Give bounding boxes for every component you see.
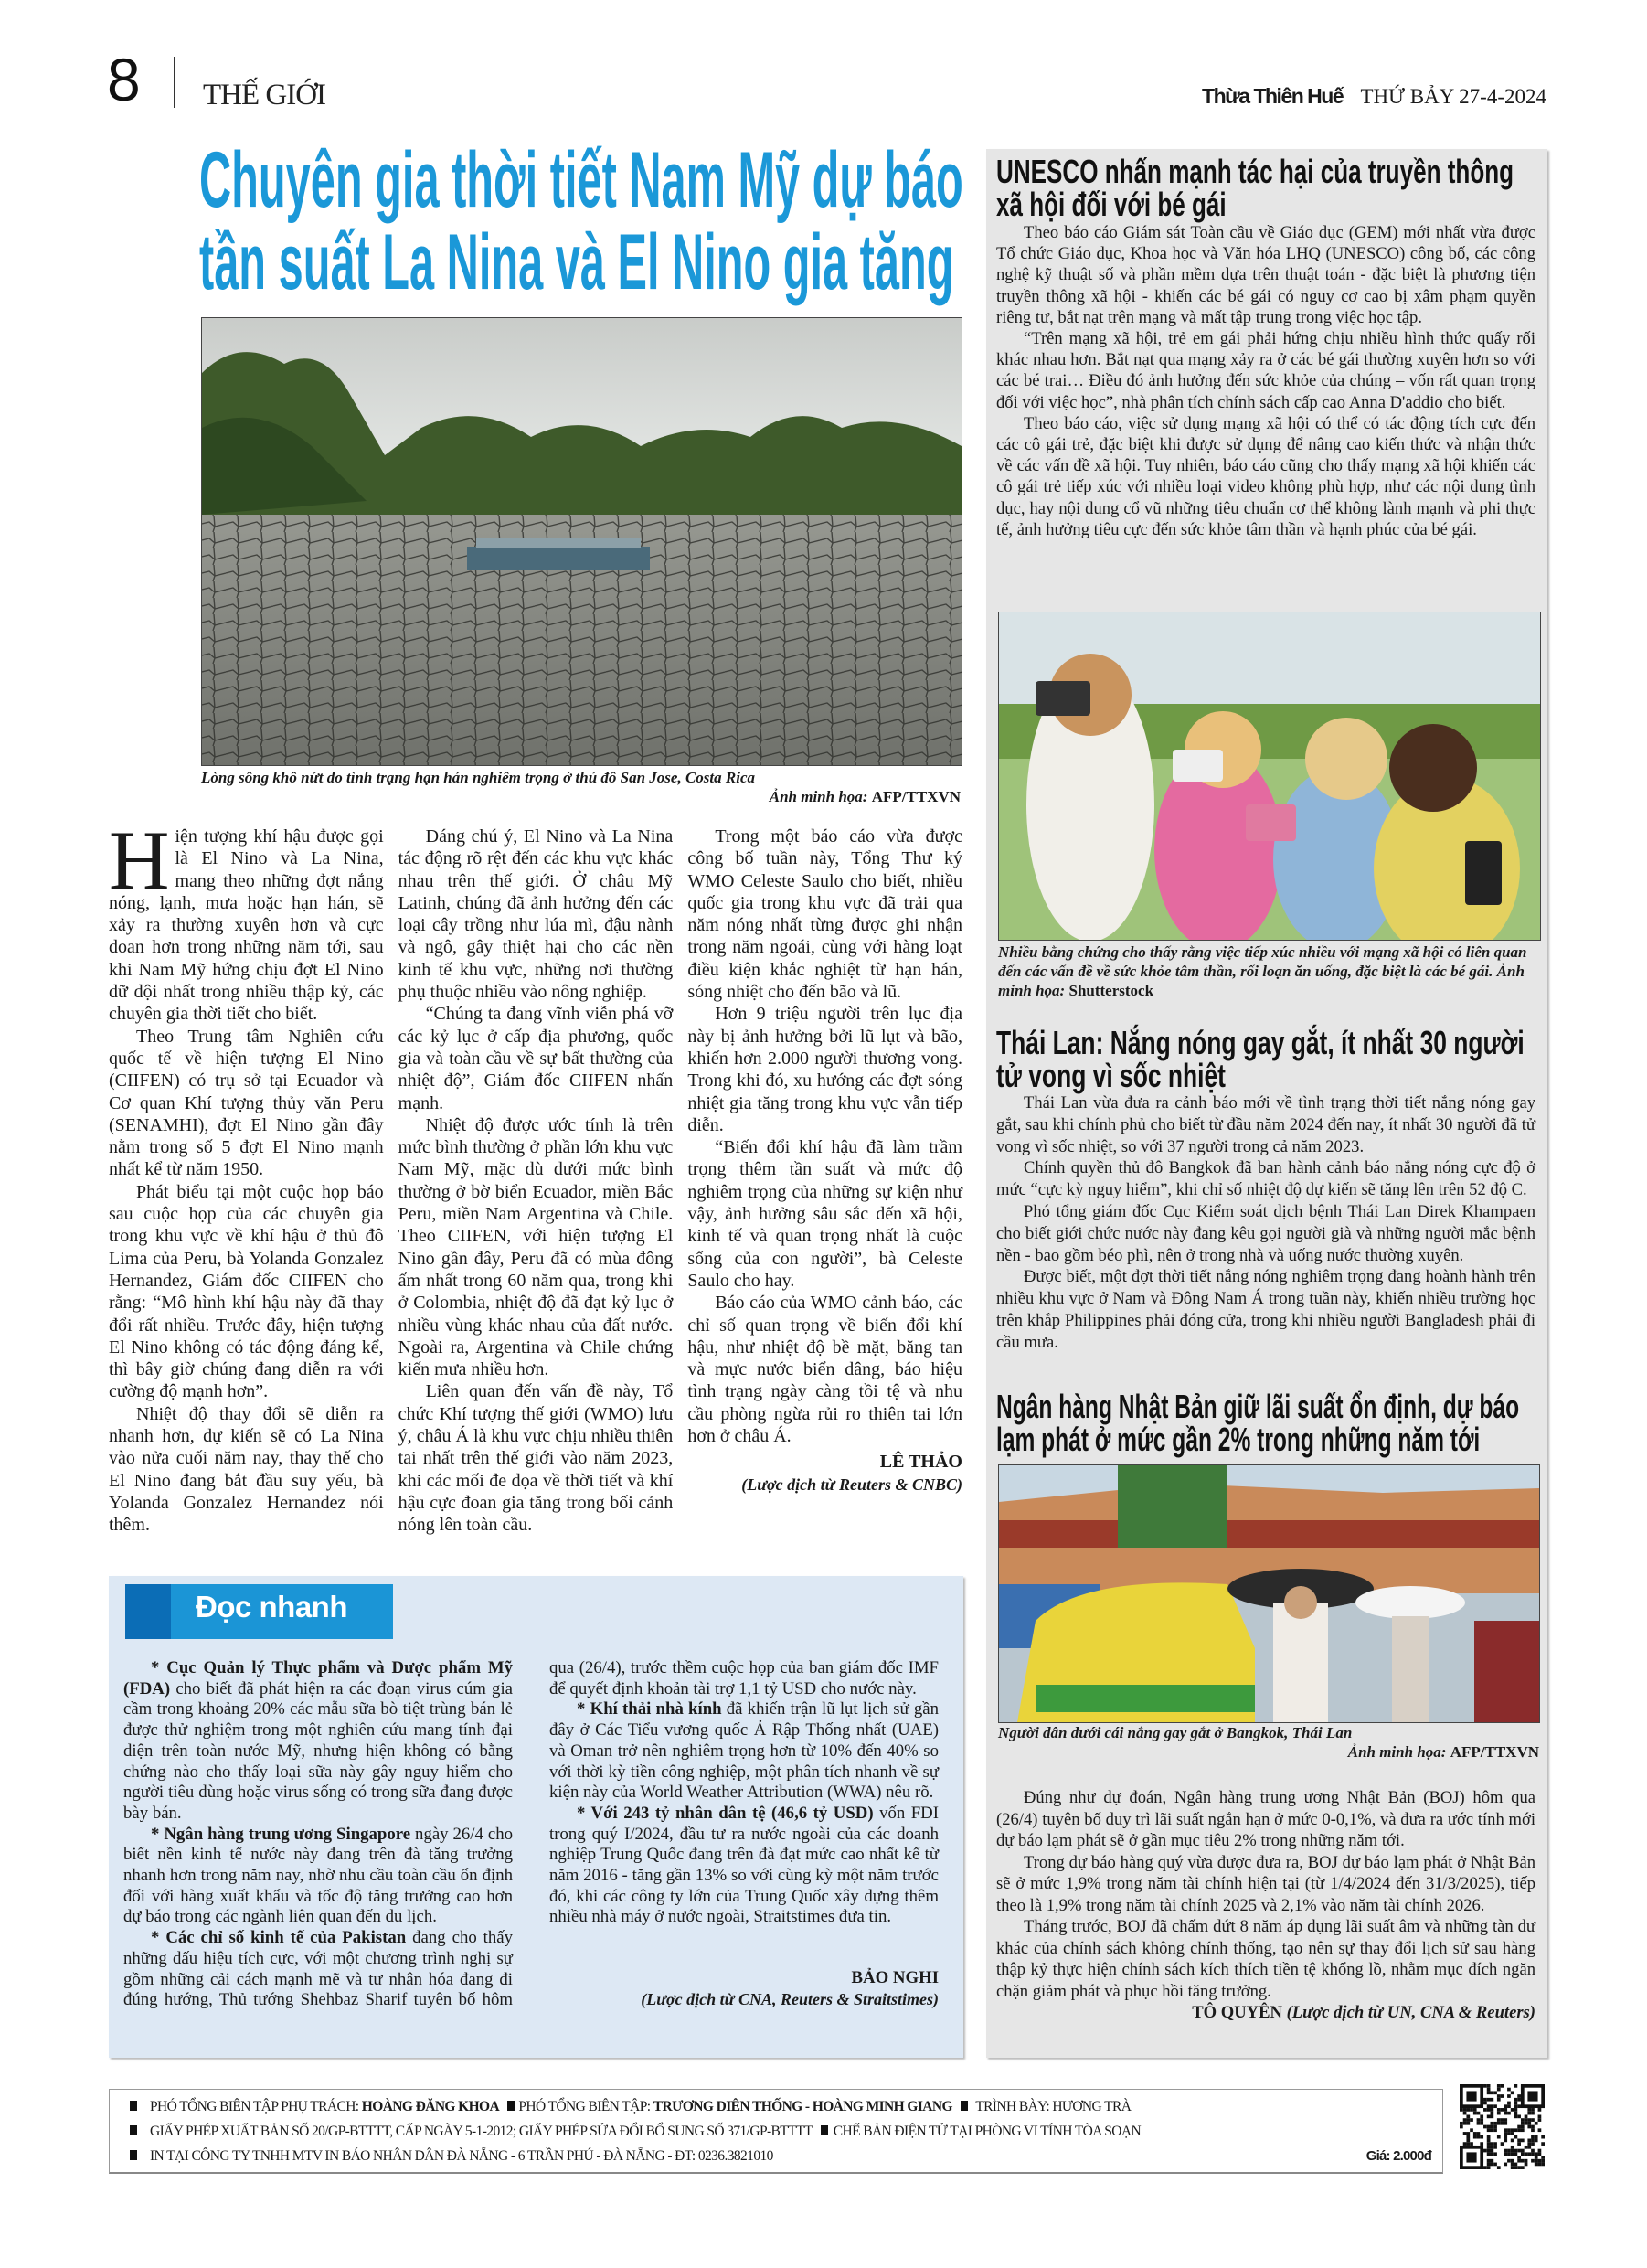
paper-name: Thừa Thiên Huế: [1202, 84, 1344, 108]
price: Giá: 2.000đ: [1365, 2148, 1431, 2164]
quick-read-source: (Lược dịch từ CNA, Reuters & Straitstimes): [641, 1989, 939, 2008]
paragraph: Liên quan đến vấn đề này, Tổ chức Khí tượng thế giới (WMO) lưu ý, châu Á là khu vực chịu nhiều thiên tai nhất trên thế giới vào năm 2023, khi các mối đe dọa về thời tiết và khí hậu cực đoan gia tăng trong bối cảnh nóng lên toàn cầu.: [398, 1381, 674, 1536]
main-headline: [199, 136, 963, 306]
quick-read-author: BẢO NGHI: [851, 1968, 939, 1988]
paragraph: Hơn 9 triệu người trên lục địa này bị ảnh hưởng bởi lũ lụt và bão, khiến hơn 2.000 người thương vong. Trong khi đó, xu hướng các đợt sóng nhiệt gia tăng trong khu vực vẫn tiếp diễn.: [687, 1004, 962, 1135]
headline-line: tần suất La Nina và El Nino gia tăng: [199, 218, 954, 306]
quick-item: * Ngân hàng trung ương Singapore ngày 26/4 cho biết nền kinh tế nước này đang trên đà tăng trưởng nhanh hơn trong năm nay, nhờ nhu cầu toàn cầu ổn định đối với hàng xuất khẩu và tốc độ tăng trưởng cao hơn dự báo trong các ngành liên quan đến du lịch.: [123, 1824, 513, 1927]
paragraph: Được biết, một đợt thời tiết nắng nóng nghiêm trọng đang hoành hành trên nhiều khu vực ở Nam và Đông Nam Á trong tuần này, khiến nhiều trường học trên khắp Philippines phải đóng cửa, trong khi nhiều người Bangladesh phải đi cầu mưa.: [996, 1267, 1535, 1352]
source-note: (Lược dịch từ Reuters & CNBC): [741, 1475, 962, 1494]
paragraph: Phó tổng giám đốc Cục Kiểm soát dịch bệnh Thái Lan Direk Khampaen cho biết giới chức nước này đang kêu gọi người già và những người mắc bệnh nền - bao gồm béo phì, nên ở trong nhà và uống nước thường xuyên.: [996, 1201, 1535, 1265]
paragraph: Phát biểu tại một cuộc họp báo sau cuộc họp của các chuyên gia trong khu vực về khí hậu ở thủ đô Lima của Peru, bà Yolanda Gonzalez Hernandez, Giám đốc CIIFEN cho rằng: “Mô hình khí hậu này đã thay đổi rất nhiều. Trước đây, hiện tượng El Nino không có tác động đáng kể, thì bây giờ chúng đang diễn ra với cường độ mạnh hơn”.: [109, 1181, 384, 1402]
imprint-line: PHÓ TỔNG BIÊN TẬP PHỤ TRÁCH: HOÀNG ĐĂNG KHOA PHÓ TỔNG BIÊN TẬP: TRƯƠNG DIÊN THỐNG - HOÀNG MINH GIANG TRÌNH BÀY: HƯƠNG TRÀ: [130, 2099, 1131, 2115]
masthead: [1202, 84, 1546, 109]
photo-credit: Ảnh minh họa: AFP/TTXVN: [769, 788, 961, 805]
issue-date: THỨ BẢY 27-4-2024: [1360, 85, 1546, 108]
paragraph: Thái Lan vừa đưa ra cảnh báo mới về tình trạng thời tiết nắng nóng gay gắt, sau khi chính phủ cho biết từ đầu năm 2024 đến nay, ít nhất 30 người đã tử vong vì sốc nhiệt, so với 37 người trong cả năm 2023.: [996, 1093, 1535, 1156]
quick-read-title: Đọc nhanh: [196, 1590, 347, 1624]
paragraph: “Biến đổi khí hậu đã làm trầm trọng thêm tần suất và mức độ nghiêm trọng của những sự kiện như vậy, ảnh hưởng sâu sắc đến xã hội, kinh tế và quan trọng nhất là cuộc sống của con người”, bà Celeste Saulo cho hay.: [687, 1137, 962, 1291]
headline-line: Chuyên gia thời tiết Nam Mỹ dự báo: [199, 136, 963, 224]
quick-read-header: [125, 1584, 393, 1639]
quick-item: * Với 243 tỷ nhân dân tệ (46,6 tỷ USD) vốn FDI trong quý I/2024, đầu tư ra nước ngoài của các doanh nghiệp Trung Quốc đang trên đà đạt mức cao nhất kể từ năm 2016 - tăng gần 13% so với cùng kỳ một năm trước đó, khi các công ty lớn của Trung Quốc xây dựng thêm nhiều nhà máy ở nước ngoài, Straitstimes đưa tin.: [549, 1803, 939, 1927]
japan-headline: Ngân hàng Nhật Bản giữ lãi suất ổn định, dự báo lạm phát ở mức gần 2% trong những năm tới: [996, 1388, 1520, 1458]
paragraph: Nhiệt độ thay đổi sẽ diễn ra nhanh hơn, dự kiến sẽ có La Nina vào nửa cuối năm nay, thay thế cho El Nino đang bắt đầu suy yếu, bà Yolanda Gonzalez Hernandez nói thêm.: [109, 1403, 384, 1536]
thailand-body: [996, 1092, 1535, 1354]
unesco-body: [996, 222, 1535, 540]
header-divider: [174, 57, 175, 108]
quick-item: * Cục Quản lý Thực phẩm và Dược phẩm Mỹ (FDA) cho biết đã phát hiện ra các đoạn virus cúm gia cầm trong khoảng 20% các mẫu sữa bò tiệt trùng bán lẻ được thử nghiệm trong một nghiên cứu mang tính đại diện trên toàn nước Mỹ, nhưng hiện không có bằng chứng nào cho thấy loại sữa này gây nguy hiểm cho người tiêu dùng hoặc virus sống có trong sữa đang được bày bán.: [123, 1658, 513, 1823]
children-photo-caption: Nhiều bằng chứng cho thấy rằng việc tiếp xúc nhiều với mạng xã hội có liên quan đến các vấn đề về sức khỏe tâm thần, rối loạn ăn uống, đặc biệt là các bé gái. Ảnh minh họa: Shutterstock: [998, 943, 1527, 999]
qr-code: [1460, 2084, 1545, 2169]
paragraph: Theo báo cáo, việc sử dụng mạng xã hội có thể có tác động tích cực đến các cô gái trẻ, đặc biệt khi được sử dụng để nâng cao kiến thức và nhận thức về các vấn đề xã hội. Tuy nhiên, báo cáo cũng cho thấy mạng xã hội khiến các cô gái trẻ tiếp xúc với nhiều loại video không phù hợp, như các nội dung tình dục, hay nội dung cổ vũ những tiêu chuẩn cơ thể không lành mạnh và phi thực tế, ảnh hưởng tiêu cực đến sức khỏe tâm thần và hạnh phúc của bé gái.: [996, 413, 1535, 539]
paragraph: Trong dự báo hàng quý vừa được đưa ra, BOJ dự báo lạm phát ở Nhật Bản sẽ ở mức 1,9% trong năm tài chính hiện tại (từ 1/4/2024 đến 31/3/2025), tiếp theo là 1,9% trong năm tài chính 2025 và 2,1% vào năm tài chính 2026.: [996, 1852, 1535, 1915]
paragraph: “Chúng ta đang vĩnh viễn phá vỡ các kỷ lục ở cấp địa phương, quốc gia và toàn cầu về sự bất thường của nhiệt độ”, Giám đốc CIIFEN nhấn mạnh.: [398, 1004, 674, 1113]
paragraph: Theo báo cáo Giám sát Toàn cầu về Giáo dục (GEM) mới nhất vừa được Tổ chức Giáo dục, Khoa học và Văn hóa LHQ (UNESCO) công bố, các công nghệ kỹ thuật số và phần mềm dựa trên thuật toán - đặc biệt là phương tiện truyền thông xã hội - khiến các bé gái có nguy cơ cao bị xâm phạm quyền riêng tư, bắt nạt trên mạng và mất tập trung trong việc học tập.: [996, 223, 1535, 327]
children-phones-photo: [998, 612, 1541, 941]
caption-text: Lòng sông khô nứt do tình trạng hạn hán nghiêm trọng ở thủ đô San Jose, Costa Rica: [201, 769, 755, 786]
imprint-line: IN TẠI CÔNG TY TNHH MTV IN BÁO NHÂN DÂN ĐÀ NẴNG - 6 TRẦN PHÚ - ĐÀ NẴNG - ĐT: 0236.3821010: [130, 2148, 773, 2165]
section-title: THẾ GIỚI: [203, 79, 326, 112]
quick-read-box: [109, 1576, 963, 2058]
imprint-line: GIẤY PHÉP XUẤT BẢN SỐ 20/GP-BTTTT, CẤP NGÀY 5-1-2012; GIẤY PHÉP SỬA ĐỔI BỔ SUNG SỐ 371/GP-BTTTT CHẾ BẢN ĐIỆN TỬ TẠI PHÒNG VI TÍNH TÒA SOẠN: [130, 2124, 1141, 2140]
author: LÊ THẢO: [879, 1452, 962, 1473]
photo-credit: Ảnh minh họa: AFP/TTXVN: [1347, 1743, 1539, 1761]
drop-cap: H: [109, 814, 170, 907]
main-article-body: [109, 814, 962, 1561]
page-number: 8: [107, 46, 141, 113]
paragraph: Trong một báo cáo vừa được công bố tuần này, Tổng Thư ký WMO Celeste Saulo cho biết, nhiều quốc gia trong khu vực đã trải qua năm nóng nhất từng được ghi nhận trong năm ngoái, cùng với hàng loạt điều kiện khắc nghiệt từ hạn hán, sóng nhiệt cho đến bão và lũ.: [687, 826, 962, 1003]
paragraph: Tháng trước, BOJ đã chấm dứt 8 năm áp dụng lãi suất âm và những tàn dư khác của chính sách không chính thống, tạo nên sự thay đổi lịch sử sau hàng thập kỷ thực hiện chính sách kích thích tiền tệ khổng lồ, nhằm mục đích ngăn chặn giảm phát và phục hồi tăng trưởng.: [996, 1917, 1535, 2001]
imprint-footer: [109, 2089, 1443, 2174]
thailand-headline: Thái Lan: Nắng nóng gay gắt, ít nhất 30 người tử vong vì sốc nhiệt: [996, 1024, 1525, 1094]
bangkok-photo: [998, 1464, 1540, 1723]
japan-body: [996, 1787, 1535, 2024]
paragraph: “Trên mạng xã hội, trẻ em gái phải hứng chịu nhiều hình thức quấy rối khác nhau hơn. Bắt nạt qua mạng xảy ra ở các bé gái thường xuyên hơn so với các bé trai… Điều đó ảnh hưởng đến sức khỏe của chúng – vốn rất quan trọng đối với việc học”, nhà phân tích chính sách cấp cao Anna D'addio cho biết.: [996, 329, 1535, 412]
paragraph: Nhiệt độ được ước tính là trên mức bình thường ở phần lớn khu vực Nam Mỹ, mặc dù dưới mức bình thường ở bờ biển Ecuador, miền Bắc Peru, miền Nam Argentina và Chile. Theo CIIFEN, với hiện tượng El Nino gần đây, Peru đã có mùa đông ấm nhất trong 60 năm qua, trong khi ở Colombia, nhiệt độ đã đạt kỷ lục ở nhiều vùng khác nhau của đất nước. Ngoài ra, Argentina và Chile chứng kiến mưa nhiều hơn.: [398, 1114, 674, 1380]
quick-item: * Các chỉ số kinh tế của Pakistan đang cho thấy những dấu hiệu tích cực, với một chương trình nghị sự gồm những cải cách mạnh mẽ và tư nhân hóa đang đi đúng hướng, Thủ tướng Shehbaz Sharif tuyên bố hôm qua (26/4), trước thềm cuộc họp của ban giám đốc IMF để quyết định khoản tài trợ 1,1 tỷ USD cho nước này.: [123, 1658, 939, 2010]
bangkok-photo-caption: Người dân dưới cái nắng gay gắt ở Bangkok, Thái Lan Ảnh minh họa: AFP/TTXVN: [998, 1724, 1539, 1761]
drought-photo: [201, 317, 962, 766]
paragraph: Theo Trung tâm Nghiên cứu quốc tế về hiện tượng El Nino (CIIFEN) có trụ sở tại Ecuador và Cơ quan Khí tượng thủy văn Peru (SENAMHI), đợt El Nino gần đây nằm trong số 5 đợt El Nino mạnh nhất kể từ năm 1950.: [109, 1026, 384, 1180]
lead-paragraph: Hiện tượng khí hậu được gọi là El Nino và La Nina, mang theo những đợt nắng nóng, lạnh, mưa hoặc hạn hán, sẽ xảy ra thường xuyên hơn và cực đoan hơn trong những năm tới, sau khi Nam Mỹ hứng chịu đợt El Nino dữ dội nhất trong nhiều thập kỷ, các chuyên gia thời tiết cho biết.: [109, 814, 384, 1025]
unesco-headline: UNESCO nhấn mạnh tác hại của truyền thông xã hội đối với bé gái: [996, 153, 1514, 223]
japan-byline: TÔ QUYÊN (Lược dịch từ UN, CNA & Reuters): [1192, 2003, 1535, 2022]
quick-read-accent: [125, 1584, 171, 1639]
paragraph: Đúng như dự đoán, Ngân hàng trung ương Nhật Bản (BOJ) hôm qua (26/4) tuyên bố duy trì lãi suất ngắn hạn ở mức 0-0,1%, và đưa ra ước tính mới dự báo lạm phát sẽ ở gần mục tiêu 2% trong những năm tới.: [996, 1788, 1535, 1850]
photo-credit: Shutterstock: [1068, 982, 1154, 999]
paragraph: Chính quyền thủ đô Bangkok đã ban hành cảnh báo nắng nóng cực độ ở mức “cực kỳ nguy hiểm”, khi chỉ số nhiệt độ dự kiến sẽ tăng lên trên 52 độ C.: [996, 1158, 1535, 1200]
paragraph: Báo cáo của WMO cảnh báo, các chỉ số quan trọng về biến đổi khí hậu, như nhiệt độ bề mặt, băng tan và mực nước biển dâng, báo hiệu tình trạng ngày càng tồi tệ và nhu cầu phòng ngừa rủi ro thiên tai lớn hơn ở châu Á.: [687, 1293, 962, 1447]
quick-read-body: [123, 1658, 939, 2042]
paragraph: Đáng chú ý, El Nino và La Nina tác động rõ rệt đến các khu vực khác nhau trên thế giới. Ở châu Mỹ Latinh, chúng đã ảnh hưởng đến các loại cây trồng như lúa mì, đậu nành và ngô, gây thiệt hại cho các nền kinh tế khu vực, những nơi thường phụ thuộc nhiều vào nông nghiệp.: [398, 826, 674, 1003]
quick-item: * Khí thải nhà kính đã khiến trận lũ lụt lịch sử gần đây ở Các Tiểu vương quốc Ả Rập Thống nhất (UAE) và Oman trở nên nghiêm trọng hơn từ 10% đến 40% so với thời kỳ tiền công nghiệp, một phân tích nhanh về sự kiện này của World Weather Attribution (WWA) nêu rõ.: [549, 1699, 940, 1803]
main-photo-caption: [201, 768, 961, 806]
